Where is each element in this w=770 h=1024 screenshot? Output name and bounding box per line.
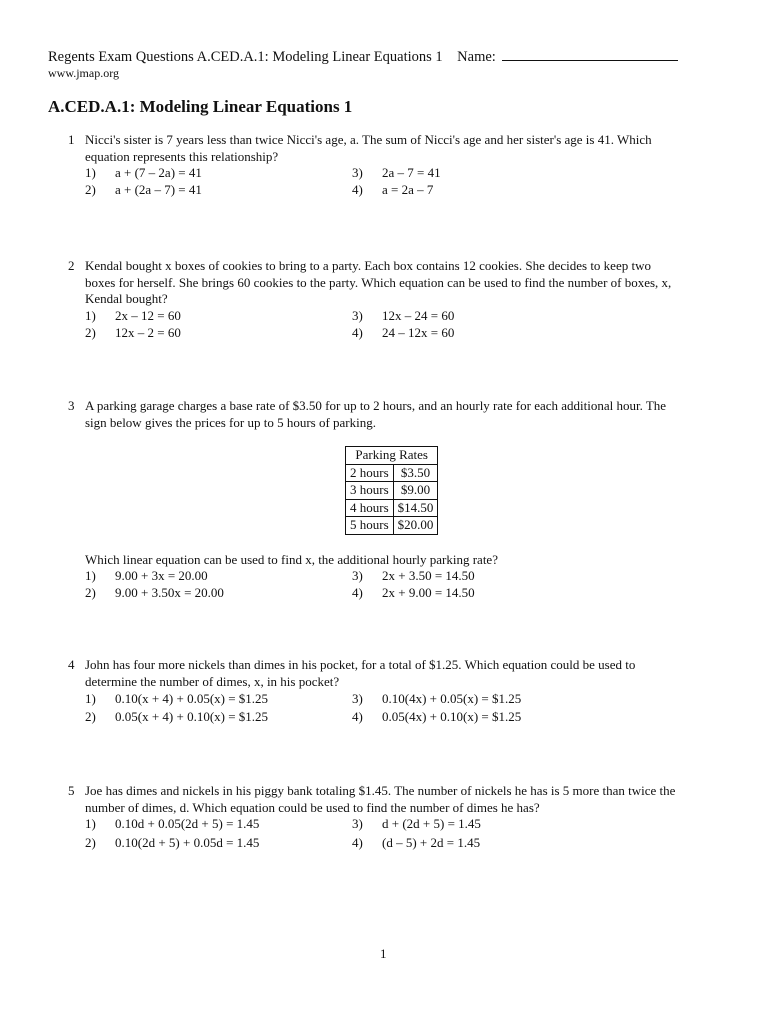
question-number: 3	[68, 398, 75, 413]
question-stem	[85, 398, 725, 431]
stem-line: Joe has dimes and nickels in his piggy bank totaling $1.45. The number of nickels he has is 5 more than twice the	[85, 783, 676, 798]
choice-1[interactable]: 1) 0.10d + 0.05(2d + 5) = 1.45	[85, 816, 260, 831]
stem-line: John has four more nickels than dimes in his pocket, for a total of $1.25. Which equation could be used to	[85, 657, 636, 672]
question-number: 4	[68, 657, 75, 672]
name-label: Name:	[457, 49, 496, 65]
table-row	[346, 499, 438, 517]
choice-2[interactable]: 2) a + (2a – 7) = 41	[85, 182, 202, 197]
table-cell: $14.50	[393, 499, 438, 517]
stem-line: A parking garage charges a base rate of $3.50 for up to 2 hours, and an hourly rate for each additional hour. The	[85, 398, 667, 413]
question-number: 1	[68, 132, 75, 147]
choice-3[interactable]: 3) 2x + 3.50 = 14.50	[352, 568, 475, 583]
question-stem	[85, 657, 725, 690]
choice-4[interactable]: 4) a = 2a – 7	[352, 182, 434, 197]
choice-1[interactable]: 1) 2x – 12 = 60	[85, 308, 181, 323]
table-cell: 3 hours	[346, 482, 394, 500]
choice-3[interactable]: 3) 12x – 24 = 60	[352, 308, 455, 323]
question-stem	[85, 258, 725, 308]
choice-4[interactable]: 4) 0.05(4x) + 0.10(x) = $1.25	[352, 709, 522, 724]
choice-4[interactable]: 4) 24 – 12x = 60	[352, 325, 455, 340]
stem-line: determine the number of dimes, x, in his pocket?	[85, 673, 340, 689]
stem-line: number of dimes, d. Which equation could be used to find the number of dimes he has?	[85, 799, 540, 815]
page-number: 1	[380, 946, 387, 961]
section-title: A.CED.A.1: Modeling Linear Equations 1	[48, 97, 353, 116]
question-number: 2	[68, 258, 75, 273]
table-cell: $9.00	[393, 482, 438, 500]
choice-4[interactable]: 4) 2x + 9.00 = 14.50	[352, 585, 475, 600]
choice-1[interactable]: 1) 0.10(x + 4) + 0.05(x) = $1.25	[85, 691, 269, 706]
table-cell: $3.50	[393, 464, 438, 482]
stem-line: Nicci's sister is 7 years less than twice Nicci's age, a. The sum of Nicci's age and her sister's age is 41. Which	[85, 132, 652, 147]
header	[48, 48, 678, 66]
choice-4[interactable]: 4) (d – 5) + 2d = 1.45	[352, 835, 481, 850]
table-cell: 2 hours	[346, 464, 394, 482]
question-followup: Which linear equation can be used to find x, the additional hourly parking rate?	[85, 552, 498, 567]
choice-2[interactable]: 2) 0.05(x + 4) + 0.10(x) = $1.25	[85, 709, 269, 724]
table-row	[346, 464, 438, 482]
name-blank-line[interactable]	[502, 48, 678, 61]
stem-line: Kendal bought x boxes of cookies to bring to a party. Each box contains 12 cookies. She decides to keep two	[85, 258, 651, 273]
stem-line: boxes for herself. She brings 60 cookies to the party. Which equation can be used to find the number of boxes, x,	[85, 274, 672, 290]
site-url: www.jmap.org	[48, 66, 119, 80]
question-stem	[85, 132, 725, 165]
choice-1[interactable]: 1) 9.00 + 3x = 20.00	[85, 568, 208, 583]
stem-line: sign below gives the prices for up to 5 hours of parking.	[85, 414, 377, 430]
table-caption: Parking Rates	[346, 447, 438, 465]
choice-1[interactable]: 1) a + (7 – 2a) = 41	[85, 165, 202, 180]
table-cell: $20.00	[393, 517, 438, 535]
question-number: 5	[68, 783, 75, 798]
header-title: Regents Exam Questions A.CED.A.1: Modeling Linear Equations 1	[48, 49, 443, 65]
table-cell: 5 hours	[346, 517, 394, 535]
choice-3[interactable]: 3) 0.10(4x) + 0.05(x) = $1.25	[352, 691, 522, 706]
choice-3[interactable]: 3) d + (2d + 5) = 1.45	[352, 816, 481, 831]
choice-3[interactable]: 3) 2a – 7 = 41	[352, 165, 441, 180]
stem-line: Kendal bought?	[85, 291, 168, 307]
question-stem	[85, 783, 725, 816]
choice-2[interactable]: 2) 0.10(2d + 5) + 0.05d = 1.45	[85, 835, 260, 850]
choice-2[interactable]: 2) 12x – 2 = 60	[85, 325, 181, 340]
table-cell: 4 hours	[346, 499, 394, 517]
table-row	[346, 482, 438, 500]
choice-2[interactable]: 2) 9.00 + 3.50x = 20.00	[85, 585, 224, 600]
stem-line: equation represents this relationship?	[85, 148, 279, 164]
parking-rates-table	[345, 446, 438, 535]
table-row	[346, 517, 438, 535]
